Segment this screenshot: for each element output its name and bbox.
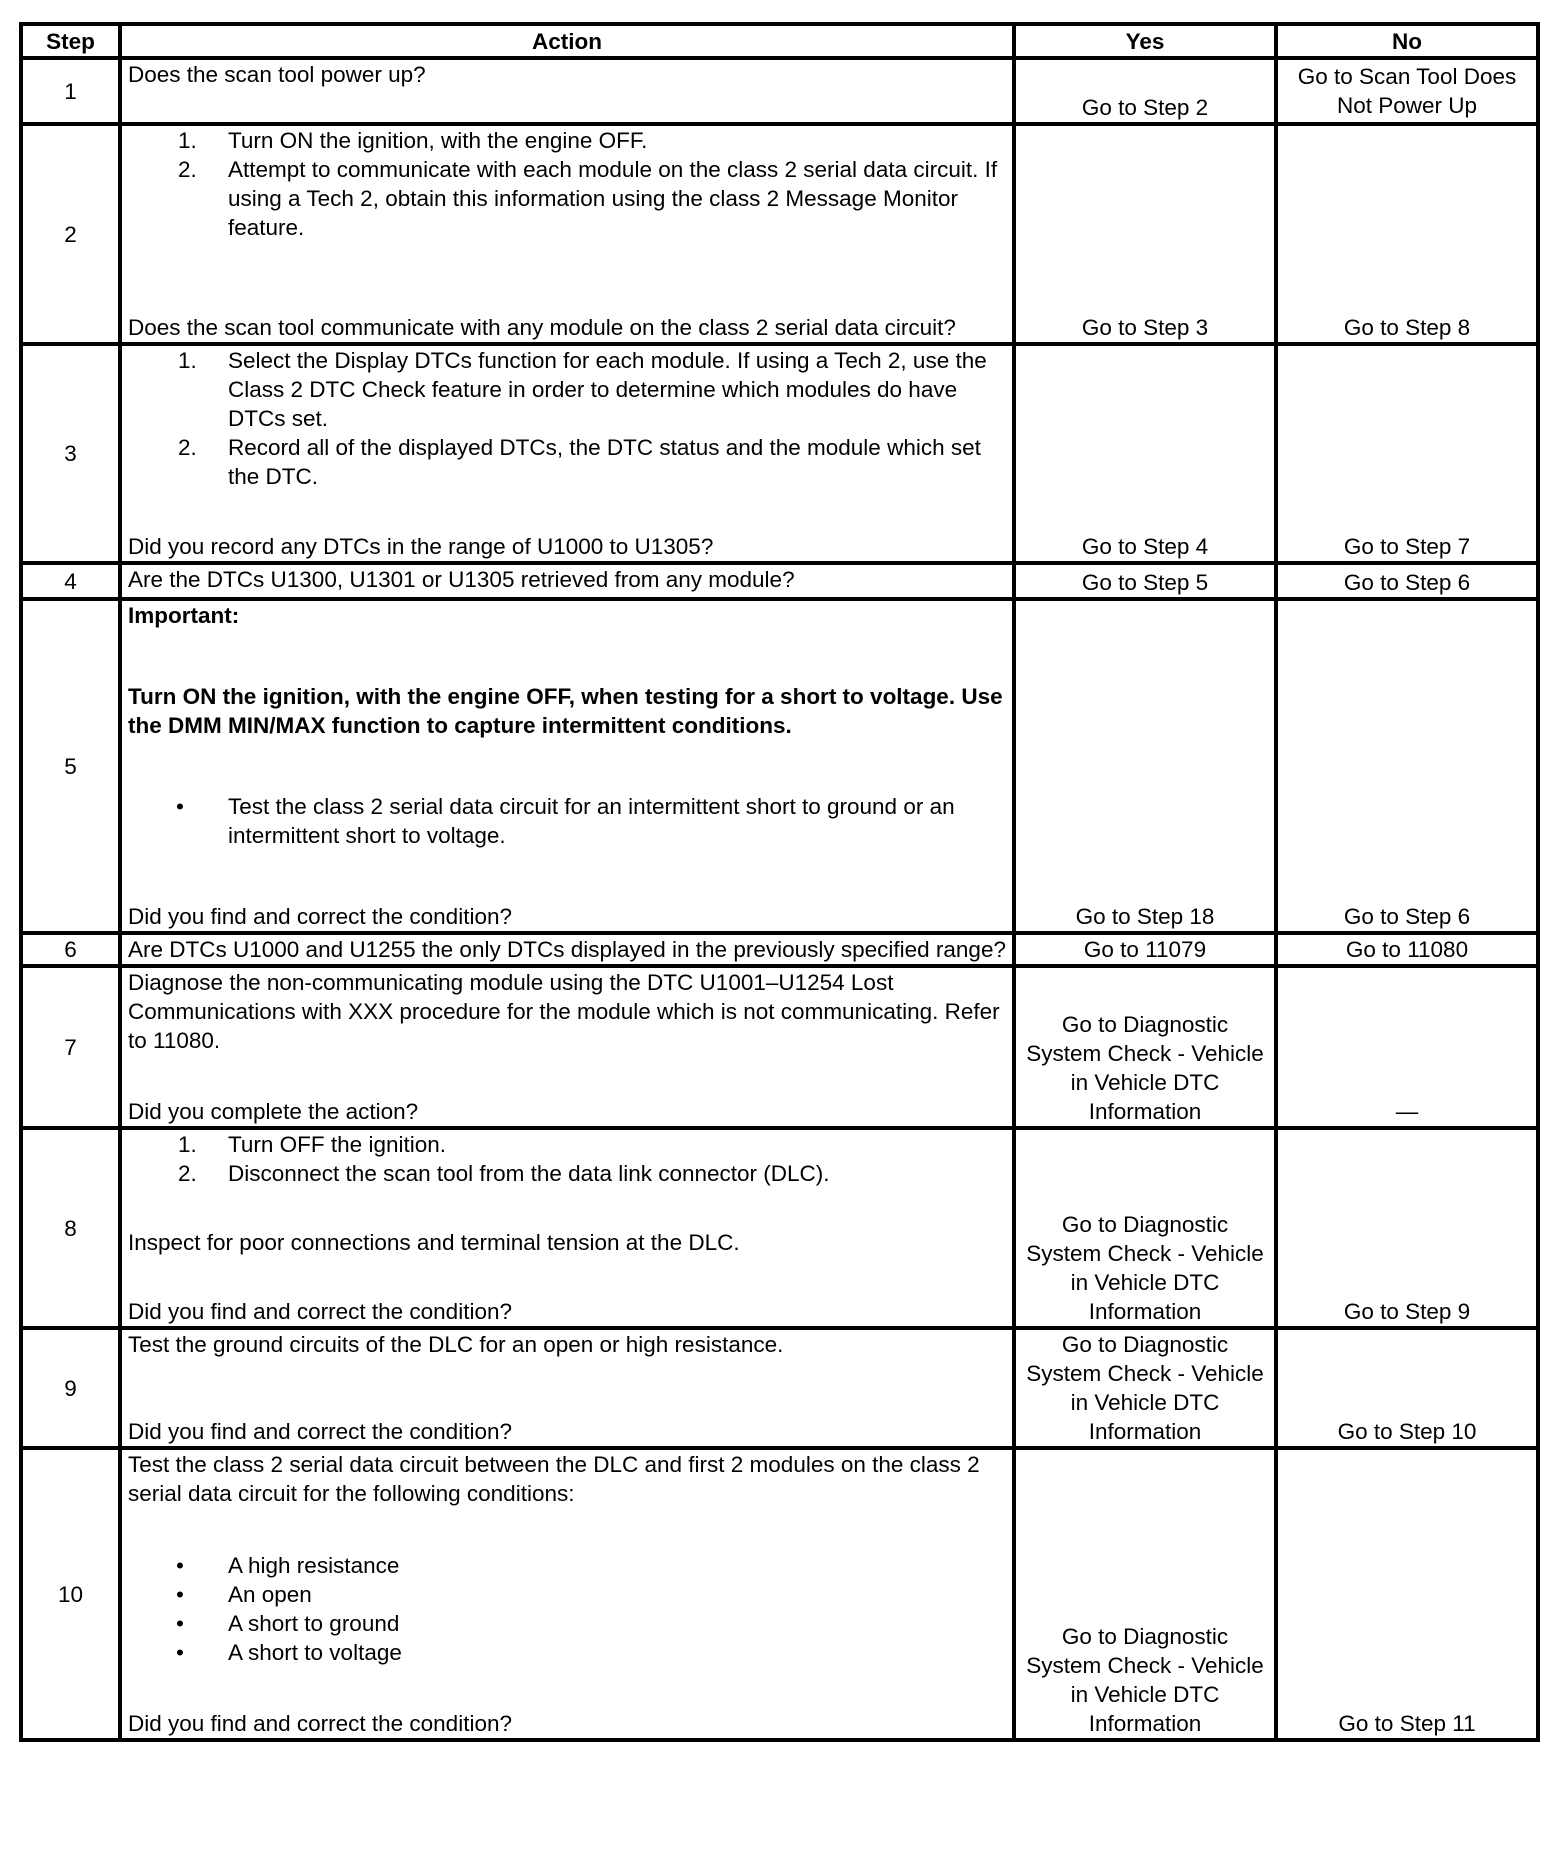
action-cell: [120, 966, 1014, 1128]
yes-result: Go to Step 2: [1014, 58, 1276, 124]
yes-result: Go to Step 18: [1014, 599, 1276, 933]
important-label: Important:: [128, 603, 240, 628]
no-result: Go to Step 6: [1276, 563, 1538, 599]
bullet-item: • A short to voltage: [176, 1639, 402, 1665]
action-question: Are DTCs U1000 and U1255 the only DTCs displayed in the previously specified range?: [128, 937, 1006, 962]
no-result: Go to Step 11: [1276, 1448, 1538, 1740]
action-bullets: [128, 1551, 1006, 1667]
action-question: Did you find and correct the condition?: [128, 1419, 512, 1444]
action-step-item: 2. Attempt to communicate with each module on the class 2 serial data circuit. If using a Tech 2, obtain this information using the class 2 Message Monitor feature.: [178, 157, 998, 240]
table-row: [21, 1448, 1538, 1740]
no-result: Go to 11080: [1276, 933, 1538, 966]
step-number: 4: [21, 563, 120, 599]
step-number: 10: [21, 1448, 120, 1740]
yes-result: Go to Step 5: [1014, 563, 1276, 599]
header-step: Step: [21, 24, 120, 58]
step-number: 2: [21, 124, 120, 344]
no-result: Go to Step 7: [1276, 344, 1538, 563]
step-number: 5: [21, 599, 120, 933]
table-row: [21, 599, 1538, 933]
table-row: [21, 344, 1538, 563]
bullet-item: • A short to ground: [176, 1610, 400, 1636]
table-row: [21, 1128, 1538, 1328]
step-number: 7: [21, 966, 120, 1128]
no-result: Go to Step 9: [1276, 1128, 1538, 1328]
yes-result: Go to Diagnostic System Check - Vehicle in Vehicle DTC Information: [1014, 1128, 1276, 1328]
yes-result: Go to Diagnostic System Check - Vehicle in Vehicle DTC Information: [1014, 1448, 1276, 1740]
action-step-item: 2. Disconnect the scan tool from the data link connector (DLC).: [178, 1161, 830, 1186]
action-step-item: 2. Record all of the displayed DTCs, the DTC status and the module which set the DTC.: [178, 435, 981, 489]
action-cell: [120, 344, 1014, 563]
action-question: Did you find and correct the condition?: [128, 1299, 512, 1324]
header-action: Action: [120, 24, 1014, 58]
table-row: [21, 563, 1538, 599]
action-question: Did you complete the action?: [128, 1099, 419, 1124]
header-no: No: [1276, 24, 1538, 58]
important-note: Turn ON the ignition, with the engine OFF, when testing for a short to voltage. Use the DMM MIN/MAX function to capture intermittent conditions.: [128, 684, 1003, 738]
step-number: 9: [21, 1328, 120, 1448]
table-row: [21, 58, 1538, 124]
action-step-item: 1. Select the Display DTCs function for each module. If using a Tech 2, use the Class 2 DTC Check feature in order to determine which modules do have DTCs set.: [178, 348, 987, 431]
action-steps: [128, 346, 1006, 491]
action-question: Are the DTCs U1300, U1301 or U1305 retrieved from any module?: [128, 567, 795, 592]
action-question: Does the scan tool power up?: [128, 62, 426, 87]
bullet-item: • A high resistance: [176, 1552, 400, 1578]
header-yes: Yes: [1014, 24, 1276, 58]
no-result: Go to Step 10: [1276, 1328, 1538, 1448]
action-question: Did you find and correct the condition?: [128, 1711, 512, 1736]
action-question: Did you record any DTCs in the range of U1000 to U1305?: [128, 534, 714, 559]
step-number: 6: [21, 933, 120, 966]
header-row: [21, 24, 1538, 58]
bullet-item: • An open: [176, 1581, 312, 1607]
yes-result: Go to Diagnostic System Check - Vehicle in Vehicle DTC Information: [1014, 1328, 1276, 1448]
action-cell: [120, 933, 1014, 966]
action-cell: [120, 563, 1014, 599]
yes-result: Go to Step 3: [1014, 124, 1276, 344]
action-step-item: 1. Turn ON the ignition, with the engine OFF.: [178, 128, 648, 153]
step-number: 1: [21, 58, 120, 124]
bullet-item: • Test the class 2 serial data circuit for an intermittent short to ground or an intermittent short to voltage.: [176, 794, 955, 848]
no-result: Go to Scan Tool Does Not Power Up: [1276, 58, 1538, 124]
action-cell: [120, 124, 1014, 344]
table-row: [21, 933, 1538, 966]
action-text: Inspect for poor connections and terminal tension at the DLC.: [128, 1230, 740, 1255]
no-result: Go to Step 8: [1276, 124, 1538, 344]
action-text: Test the class 2 serial data circuit between the DLC and first 2 modules on the class 2 serial data circuit for the following conditions:: [128, 1452, 980, 1506]
table-row: [21, 124, 1538, 344]
action-text: Test the ground circuits of the DLC for an open or high resistance.: [128, 1332, 784, 1357]
yes-result: Go to Step 4: [1014, 344, 1276, 563]
action-cell: [120, 1328, 1014, 1448]
no-result: —: [1276, 966, 1538, 1128]
action-cell: [120, 58, 1014, 124]
action-cell: [120, 1448, 1014, 1740]
table-row: [21, 966, 1538, 1128]
action-steps: [128, 1130, 1006, 1188]
yes-result: Go to Diagnostic System Check - Vehicle in Vehicle DTC Information: [1014, 966, 1276, 1128]
diagnostic-table: [19, 22, 1540, 1742]
action-cell: [120, 1128, 1014, 1328]
action-bullets: [128, 792, 1006, 850]
action-text: Diagnose the non-communicating module using the DTC U1001–U1254 Lost Communications with XXX procedure for the module which is not communicating. Refer to 11080.: [128, 970, 1000, 1053]
step-number: 8: [21, 1128, 120, 1328]
table-row: [21, 1328, 1538, 1448]
step-number: 3: [21, 344, 120, 563]
action-cell: [120, 599, 1014, 933]
action-question: Did you find and correct the condition?: [128, 904, 512, 929]
action-step-item: 1. Turn OFF the ignition.: [178, 1132, 447, 1157]
action-steps: [128, 126, 1006, 242]
yes-result: Go to 11079: [1014, 933, 1276, 966]
no-result: Go to Step 6: [1276, 599, 1538, 933]
action-question: Does the scan tool communicate with any module on the class 2 serial data circuit?: [128, 315, 956, 340]
